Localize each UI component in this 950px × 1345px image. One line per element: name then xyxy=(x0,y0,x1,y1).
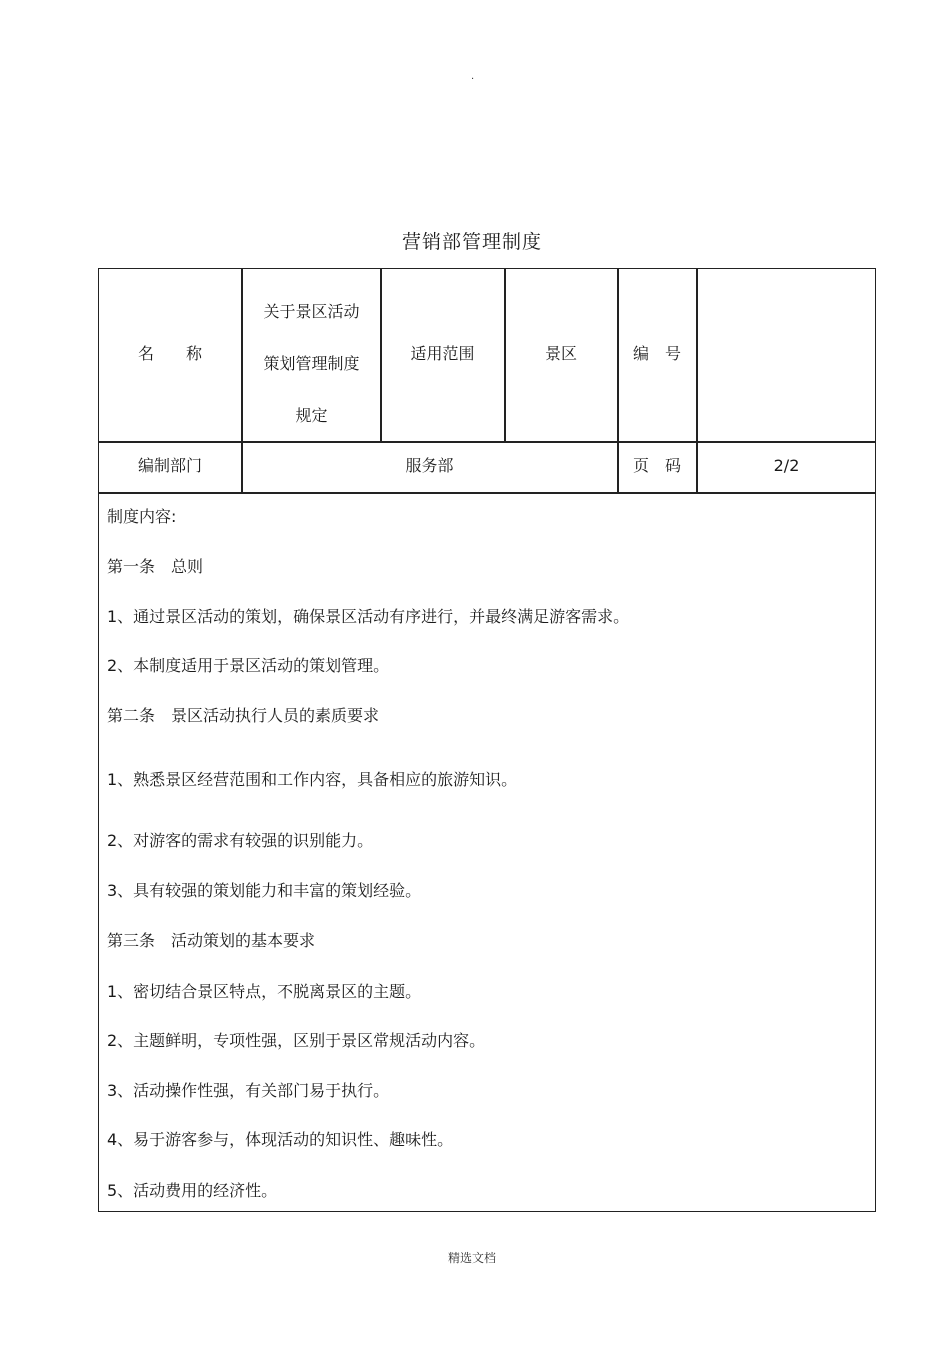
content-heading: 制度内容: xyxy=(107,507,177,526)
name-value-line: 关于景区活动 xyxy=(263,302,360,321)
content-line: 3、具有较强的策划能力和丰富的策划经验。 xyxy=(107,881,422,900)
page-header-mark: . xyxy=(471,71,475,82)
dept-value: 服务部 xyxy=(405,456,454,475)
scope-label: 适用范围 xyxy=(410,344,475,363)
content-line: 1、通过景区活动的策划，确保景区活动有序进行，并最终满足游客需求。 xyxy=(107,607,630,626)
content-line: 3、活动操作性强，有关部门易于执行。 xyxy=(107,1081,390,1100)
content-line: 1、熟悉景区经营范围和工作内容，具备相应的旅游知识。 xyxy=(107,770,518,789)
scope-value: 景区 xyxy=(544,344,577,363)
article-heading: 第三条 活动策划的基本要求 xyxy=(107,931,316,950)
content-line: 1、密切结合景区特点，不脱离景区的主题。 xyxy=(107,982,422,1001)
page-label: 页 码 xyxy=(632,456,681,475)
table-row-divider-1 xyxy=(98,441,876,443)
content-line: 4、易于游客参与，体现活动的知识性、趣味性。 xyxy=(107,1130,454,1149)
name-label: 名 称 xyxy=(137,344,202,363)
document-title: 营销部管理制度 xyxy=(401,231,542,253)
table-row-divider-2 xyxy=(98,492,876,494)
article-heading: 第二条 景区活动执行人员的素质要求 xyxy=(107,706,380,725)
dept-label: 编制部门 xyxy=(137,456,202,475)
content-line: 2、主题鲜明，专项性强，区别于景区常规活动内容。 xyxy=(107,1031,486,1050)
page-value: 2/2 xyxy=(773,456,800,475)
name-value xyxy=(243,300,380,456)
page-footer: 精选文档 xyxy=(447,1251,496,1265)
name-value-line: 策划管理制度 xyxy=(263,354,360,373)
name-value-line: 规定 xyxy=(295,406,328,425)
regulation-table xyxy=(98,268,876,1212)
content-line: 5、活动费用的经济性。 xyxy=(107,1181,278,1200)
number-label: 编 号 xyxy=(632,344,681,363)
content-line: 2、本制度适用于景区活动的策划管理。 xyxy=(107,656,390,675)
article-heading: 第一条 总则 xyxy=(107,557,204,576)
content-line: 2、对游客的需求有较强的识别能力。 xyxy=(107,831,374,850)
